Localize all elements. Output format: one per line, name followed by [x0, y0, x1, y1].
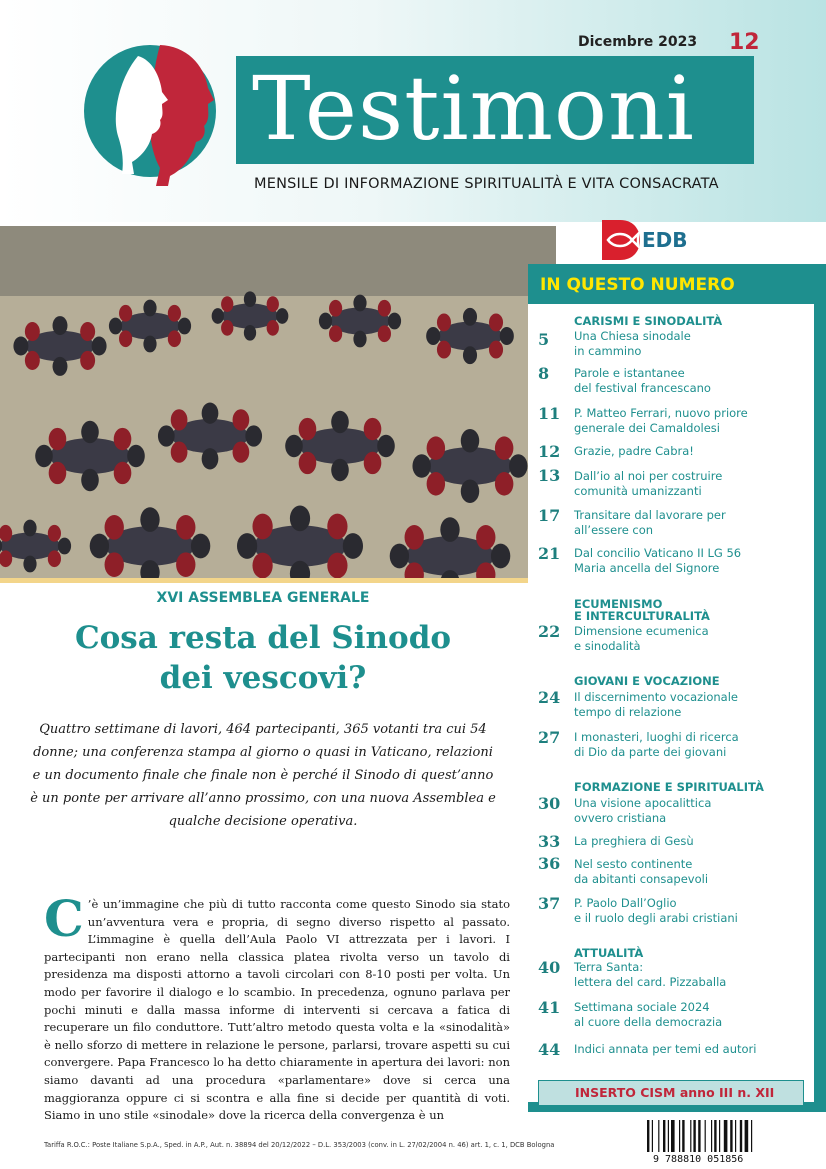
masthead-subtitle: MENSILE DI INFORMAZIONE SPIRITUALITÀ E VITA CONSACRATA — [254, 176, 719, 192]
toc-page-number: 5 — [538, 330, 550, 349]
toc-item[interactable]: Dimensione ecumenica e sinodalità — [574, 624, 709, 653]
toc-heading: IN QUESTO NUMERO — [540, 275, 735, 295]
masthead — [236, 56, 754, 164]
toc-section-title: GIOVANI E VOCAZIONE — [574, 674, 720, 688]
toc-item[interactable]: Una visione apocalittica ovvero cristiana — [574, 796, 712, 825]
article-body — [44, 889, 510, 1125]
toc-section-title: ECUMENISMO E INTERCULTURALITÀ — [574, 597, 710, 623]
toc-page-number: 17 — [538, 506, 561, 525]
profile-faces-logo — [82, 36, 218, 186]
synod-assembly-photo — [0, 226, 556, 583]
table-of-contents — [528, 264, 826, 1112]
toc-item[interactable]: P. Paolo Dall’Oglio e il ruolo degli arabi cristiani — [574, 896, 738, 925]
insert-banner — [538, 1080, 804, 1106]
toc-page-number: 33 — [538, 832, 561, 851]
barcode-number: 9 788810 051856 — [653, 1154, 744, 1164]
toc-section-title: ATTUALITÀ — [574, 946, 644, 960]
toc-item[interactable]: Il discernimento vocazionale tempo di relazione — [574, 690, 738, 719]
insert-label: INSERTO CISM anno III n. XII — [575, 1085, 775, 1100]
toc-page-number: 8 — [538, 364, 550, 383]
toc-page-number: 36 — [538, 854, 561, 873]
toc-item[interactable]: Grazie, padre Cabra! — [574, 444, 694, 458]
synod-hall-image — [0, 226, 556, 578]
toc-item[interactable]: P. Matteo Ferrari, nuovo priore generale dei Camaldolesi — [574, 406, 748, 435]
toc-item[interactable]: Transitare dal lavorare per all’essere con — [574, 508, 726, 537]
publisher-logo — [598, 218, 698, 262]
toc-page-number: 27 — [538, 728, 561, 747]
toc-page-number: 13 — [538, 466, 561, 485]
issue-number: 12 — [729, 30, 760, 55]
toc-section-title: FORMAZIONE E SPIRITUALITÀ — [574, 780, 764, 794]
toc-page-number: 12 — [538, 442, 561, 461]
toc-item[interactable]: Terra Santa: lettera del card. Pizzaballa — [574, 960, 727, 989]
edb-fish-icon — [598, 218, 642, 262]
article-body-text: ’è un’immagine che più di tutto racconta come questo Sinodo sia stato un’avventura vera e propria, di segno diverso rispetto al passato. L’immagine è quella dell’Aula Paolo VI attrezzata per i lavori. I partecipanti non erano nella classica platea rivolta verso un tavolo di presidenza ma disposti attorno a tavoli circolari con 8-10 posti per volta. Un modo per favorire il dialogo e lo scambio. In precedenza, ognuno parlava per pochi minuti e dalla massa informe di interventi si cercava a fatica di recuperare un filo conduttore. Tutt’altro metodo questa volta e la «sinodalità» è nello sforzo di mettere in relazione le persone, parlarsi, trovare aspetti su cui convergere. Papa Francesco lo ha detto chiaramente in apertura dei lavori: non siamo davanti ad una procedura «parlamentare» dove si cerca una maggioranza oppure ci si scontra e alla fine si decide per quantità di voti. Siamo in uno stile «sinodale» dove la ricerca della convergenza è un — [44, 897, 510, 1123]
toc-item[interactable]: La preghiera di Gesù — [574, 834, 694, 848]
toc-item[interactable]: Parole e istantanee del festival francescano — [574, 366, 711, 395]
article-headline — [20, 618, 506, 698]
article-lead: Quattro settimane di lavori, 464 partecipanti, 365 votanti tra cui 54 donne; una conferenza stampa al giorno o quasi in Vaticano, relazioni e un documento finale che finale non è perché il Sinodo di quest’anno è un ponte per arrivare all’anno prossimo, con una nuova Assemblea e qualche decisione operativa. — [30, 722, 496, 829]
toc-item[interactable]: Settimana sociale 2024 al cuore della democrazia — [574, 1000, 723, 1029]
toc-page-number: 41 — [538, 998, 561, 1017]
toc-item[interactable]: I monasteri, luoghi di ricerca di Dio da parte dei giovani — [574, 730, 739, 759]
toc-panel — [528, 264, 814, 1102]
toc-section-title: CARISMI E SINODALITÀ — [574, 314, 723, 328]
toc-item[interactable]: Indici annata per temi ed autori — [574, 1042, 757, 1056]
toc-item[interactable]: Una Chiesa sinodale in cammino — [574, 329, 691, 358]
toc-page-number: 30 — [538, 794, 561, 813]
article-kicker: XVI ASSEMBLEA GENERALE — [156, 590, 370, 606]
toc-page-number: 22 — [538, 622, 561, 641]
masthead-title: Testimoni — [252, 57, 695, 160]
toc-page-number: 37 — [538, 894, 561, 913]
issue-date: Dicembre 2023 — [578, 34, 698, 50]
toc-page-number: 11 — [538, 404, 561, 423]
publisher-name: EDB — [642, 228, 688, 252]
toc-page-number: 44 — [538, 1040, 561, 1059]
toc-page-number: 40 — [538, 958, 561, 977]
toc-page-number: 21 — [538, 544, 561, 563]
headline-line-2: dei vescovi? — [159, 660, 367, 696]
toc-page-number: 24 — [538, 688, 561, 707]
postal-notice: Tariffa R.O.C.: Poste Italiane S.p.A., Sped. in A.P., Aut. n. 38894 del 20/12/2022 – D.L. 353/2003 (conv. in L. 27/02/2004 n. 46) art. 1, c. 1, DCB Bologna — [44, 1141, 555, 1149]
drop-cap: C — [44, 889, 84, 948]
toc-item[interactable]: Dall’io al noi per costruire comunità umanizzanti — [574, 469, 723, 498]
toc-heading-bar — [528, 264, 814, 304]
headline-line-1: Cosa resta del Sinodo — [74, 620, 452, 656]
toc-item[interactable]: Dal concilio Vaticano II LG 56 Maria ancella del Signore — [574, 546, 742, 575]
barcode — [645, 1120, 791, 1164]
toc-item[interactable]: Nel sesto continente da abitanti consapevoli — [574, 857, 709, 886]
